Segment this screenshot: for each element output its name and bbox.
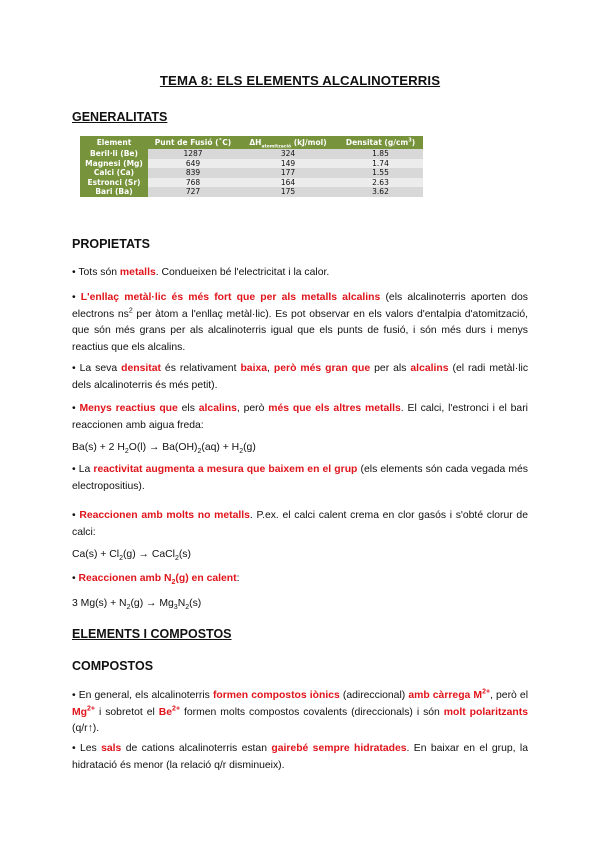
table-cell: 175 bbox=[238, 187, 338, 197]
highlight-run: baixa bbox=[240, 363, 268, 374]
table-cell: 3.62 bbox=[338, 187, 423, 197]
text-run: : bbox=[236, 573, 240, 584]
text-run: (el radi metàl·lic dels alcalinoterris és més petit). bbox=[72, 363, 529, 391]
text-run: • La bbox=[72, 464, 94, 475]
highlight-run: (g) en calent bbox=[175, 573, 237, 584]
paragraph-metals bbox=[72, 265, 528, 282]
text-run: per àtom a l'enllaç metàl·lic). Es pot observar en els valors d'entalpia d'atomització, que són més grans per als alcalinoterris igual que els punts de fusió, i són més durs i menys reactius que els alcalins. bbox=[72, 308, 528, 353]
highlight-run: però més gran que bbox=[273, 363, 371, 374]
subscript: 2 bbox=[171, 579, 176, 587]
table-cell: Beril·li (Be) bbox=[80, 149, 148, 159]
paragraph-nitrogen bbox=[72, 571, 528, 588]
superscript: 2+ bbox=[87, 705, 95, 713]
text-run: , però bbox=[236, 403, 269, 414]
table-row bbox=[80, 168, 423, 178]
section-heading-generalitats: GENERALITATS bbox=[72, 110, 168, 124]
properties-table bbox=[80, 136, 423, 197]
table-cell: 1287 bbox=[148, 149, 238, 159]
subsection-heading-compostos: COMPOSTOS bbox=[72, 659, 154, 673]
highlight-run: alcalins bbox=[198, 403, 237, 414]
table-cell: 727 bbox=[148, 187, 238, 197]
text-run: • En general, els alcalinoterris bbox=[72, 690, 213, 701]
section-heading-elements-compostos: ELEMENTS I COMPOSTOS bbox=[72, 627, 232, 641]
table-header-element: Element bbox=[80, 136, 148, 149]
table-row bbox=[80, 159, 423, 169]
page-title: TEMA 8: ELS ELEMENTS ALCALINOTERRIS bbox=[159, 73, 441, 88]
text-run: Ca(s) + Cl bbox=[72, 549, 120, 560]
text-run: (g) bbox=[243, 442, 256, 453]
text-run: . En baixar en el grup, la hidratació és menor (la relació q/r disminueix). bbox=[72, 743, 528, 771]
text-run: (els elements són cada vegada més electropositius). bbox=[72, 464, 528, 492]
table-cell: Estronci (Sr) bbox=[80, 178, 148, 188]
highlight-run: més que els altres metalls bbox=[268, 403, 401, 414]
text-run: • bbox=[72, 510, 80, 521]
table-cell: 2.63 bbox=[338, 178, 423, 188]
density-label: Densitat (g/cm bbox=[345, 138, 409, 147]
table-cell: 1.55 bbox=[338, 168, 423, 178]
text-run: els bbox=[177, 403, 199, 414]
text-run: N bbox=[177, 598, 186, 609]
highlight-run: formen compostos iònics bbox=[212, 690, 340, 701]
table-cell: 649 bbox=[148, 159, 238, 169]
table-cell: 839 bbox=[148, 168, 238, 178]
enthalpy-symbol: ΔH bbox=[249, 137, 262, 147]
density-close: ) bbox=[411, 138, 416, 147]
highlight-run: Reaccionen amb N bbox=[78, 573, 172, 584]
subscript: 2 bbox=[185, 604, 190, 612]
table-cell: Bari (Ba) bbox=[80, 187, 148, 197]
highlight-run: sals bbox=[101, 743, 122, 754]
text-run: O(l) → Ba(OH) bbox=[128, 442, 198, 453]
highlight-run: metalls bbox=[119, 267, 156, 278]
text-run: • bbox=[72, 292, 81, 303]
text-run: • Tots són bbox=[72, 267, 120, 278]
text-run: . El calci, l'estronci i el bari reaccionen amb aigua freda: bbox=[72, 403, 528, 431]
text-run: de cations alcalinoterris estan bbox=[121, 743, 272, 754]
table-cell: Calci (Ca) bbox=[80, 168, 148, 178]
equation-magnesium-nitrogen bbox=[72, 598, 202, 612]
highlight-run: Mg bbox=[72, 706, 88, 718]
text-run: (g) → Mg bbox=[130, 598, 174, 609]
text-run: (els alcalinoterris aporten dos electrons ns bbox=[72, 292, 528, 320]
table-header-enthalpy bbox=[238, 136, 338, 149]
subscript: 2 bbox=[239, 448, 244, 456]
text-run: (s) bbox=[178, 549, 191, 560]
table-cell: 177 bbox=[238, 168, 338, 178]
text-run: formen molts compostos covalents (direccionals) i són bbox=[180, 706, 444, 718]
text-run: • bbox=[72, 403, 80, 414]
enthalpy-subscript: atomització bbox=[261, 144, 292, 150]
text-run: i sobretot el bbox=[95, 706, 159, 718]
paragraph-reactivity bbox=[72, 401, 528, 434]
table-header-melting-point: Punt de Fusió (˚C) bbox=[148, 136, 238, 149]
subscript: 2 bbox=[124, 448, 129, 456]
highlight-run: molt polaritzants bbox=[443, 706, 528, 718]
text-run: (aq) + H bbox=[201, 442, 240, 453]
subscript: 3 bbox=[173, 604, 178, 612]
text-run: • bbox=[72, 573, 79, 584]
text-run: 3 Mg(s) + N bbox=[72, 598, 127, 609]
table-header-row bbox=[80, 136, 423, 149]
table-header-density bbox=[338, 136, 423, 149]
highlight-run: L'enllaç metàl·lic és més fort que per als metalls alcalins bbox=[80, 292, 381, 303]
text-run: (adireccional) bbox=[339, 690, 409, 701]
subscript: 2 bbox=[119, 555, 123, 563]
density-exponent: 3 bbox=[408, 137, 412, 144]
text-run: (s) bbox=[189, 598, 202, 609]
highlight-run: Be bbox=[158, 706, 173, 718]
text-run: • Les bbox=[72, 743, 102, 754]
superscript: 2+ bbox=[482, 688, 491, 696]
equation-calcium-chlorine bbox=[72, 549, 191, 563]
table-row bbox=[80, 178, 423, 188]
paragraph-hydrated-salts bbox=[72, 741, 528, 774]
superscript: 2 bbox=[128, 307, 133, 315]
text-run: • La seva bbox=[72, 363, 122, 374]
table-cell: 1.85 bbox=[338, 149, 423, 159]
highlight-run: reactivitat augmenta a mesura que baixem en el grup bbox=[93, 464, 358, 475]
superscript: 2+ bbox=[172, 705, 181, 713]
table-row bbox=[80, 187, 423, 197]
text-run: , bbox=[267, 363, 274, 374]
table-cell: 324 bbox=[238, 149, 338, 159]
equation-barium-water bbox=[72, 442, 256, 456]
text-run: Ba(s) + 2 H bbox=[72, 442, 125, 453]
highlight-run: Reaccionen amb molts no metalls bbox=[79, 510, 250, 521]
paragraph-ionic-compounds bbox=[72, 688, 528, 738]
highlight-run: gairebé sempre hidratades bbox=[271, 743, 407, 754]
subscript: 2 bbox=[174, 555, 179, 563]
text-run: . P.ex. el calci calent crema en clor gasós i s'obté clorur de calci: bbox=[72, 510, 528, 538]
highlight-run: Menys reactius que bbox=[79, 403, 178, 414]
text-run: per als bbox=[370, 363, 411, 374]
text-run: . Condueixen bé l'electricitat i la calor. bbox=[155, 267, 330, 278]
paragraph-nonmetals bbox=[72, 508, 528, 541]
section-heading-propietats: PROPIETATS bbox=[72, 237, 151, 251]
table-cell: 768 bbox=[148, 178, 238, 188]
table-row bbox=[80, 149, 423, 159]
text-run: (g) → CaCl bbox=[122, 549, 175, 560]
paragraph-group-trend bbox=[72, 462, 528, 495]
table-cell: 1.74 bbox=[338, 159, 423, 169]
text-run: és relativament bbox=[160, 363, 241, 374]
subscript: 2 bbox=[197, 448, 202, 456]
highlight-run: amb càrrega M bbox=[408, 690, 483, 701]
paragraph-density bbox=[72, 361, 528, 394]
paragraph-metallic-bond bbox=[72, 290, 528, 356]
highlight-run: alcalins bbox=[410, 363, 449, 374]
table-cell: Magnesi (Mg) bbox=[80, 159, 148, 169]
table-cell: 149 bbox=[238, 159, 338, 169]
enthalpy-units: (kJ/mol) bbox=[291, 137, 327, 147]
subscript: 2 bbox=[126, 604, 131, 612]
text-run: (q/r↑). bbox=[72, 723, 100, 734]
table-cell: 164 bbox=[238, 178, 338, 188]
text-run: , però el bbox=[490, 690, 529, 701]
highlight-run: densitat bbox=[121, 363, 161, 374]
